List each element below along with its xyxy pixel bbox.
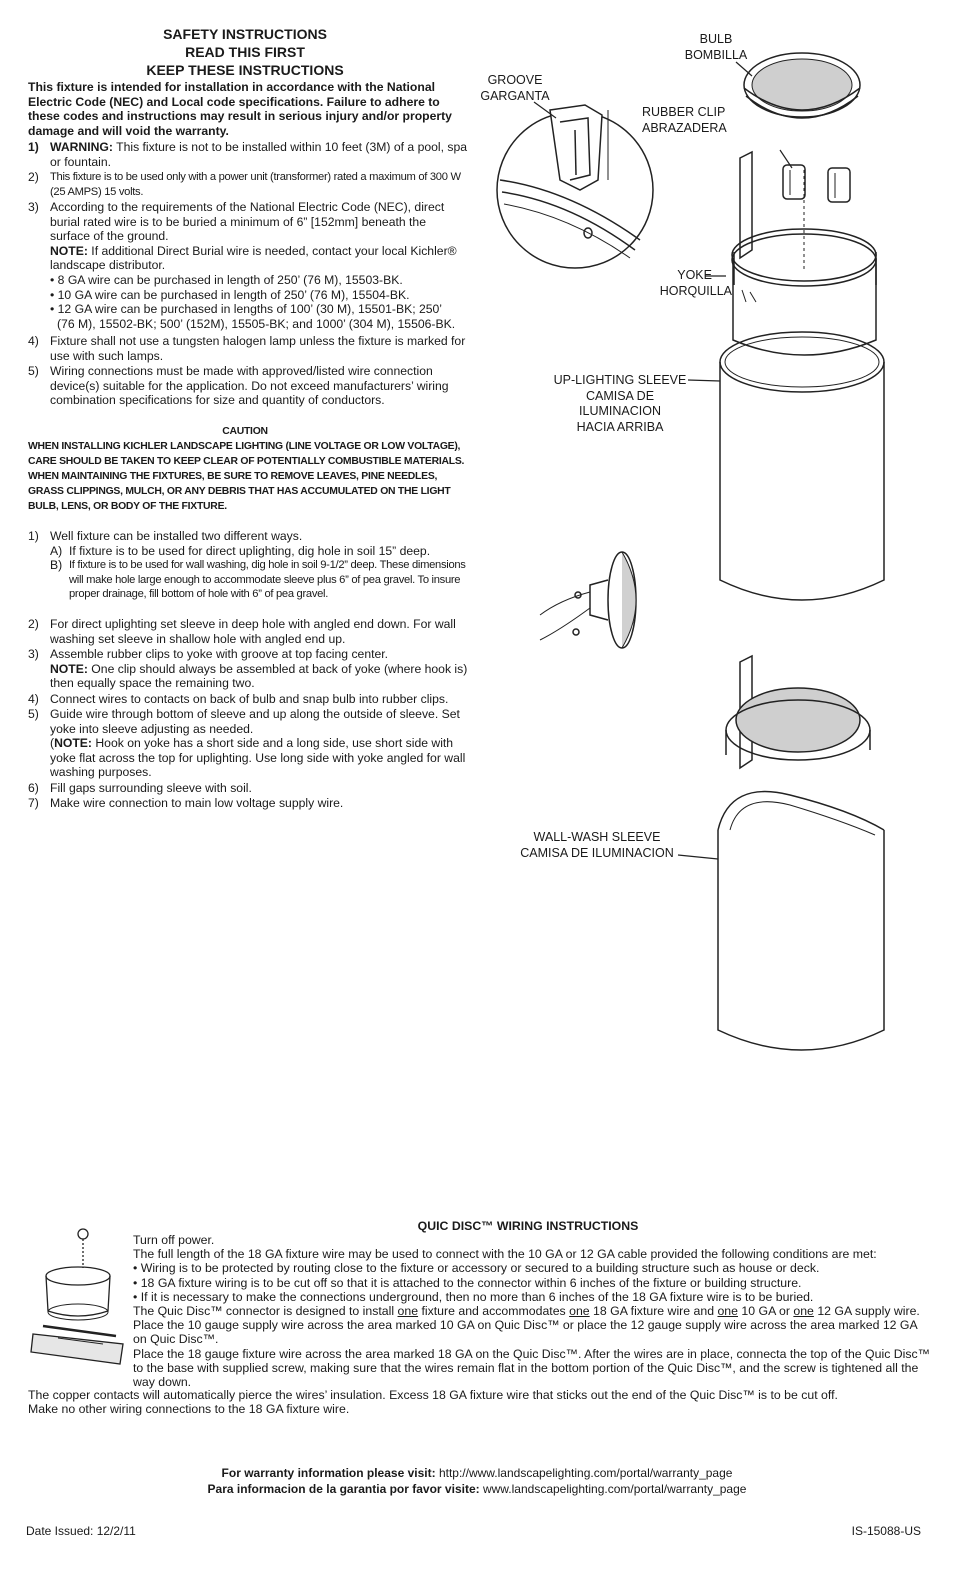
note-text: One clip should always be assembled at back of yoke (where hook is) then equally space the remaining two. — [50, 661, 468, 691]
label-uplight-3: ILUMINACION — [579, 404, 661, 418]
qd-p1-c: 18 GA fixture wire and — [589, 1304, 718, 1319]
qd-bullet-3: • If it is necessary to make the connections underground, then no more than 6 inches of the 18 GA fixture wire is to be buried. — [133, 1289, 814, 1304]
bullet-2: • 10 GA wire can be purchased in length of 250’ (76 M), 15504-BK. — [50, 287, 410, 302]
bullet-3-cont: (76 M), 15502-BK; 500’ (152M), 15505-BK; and 1000’ (304 M), 15506-BK. — [57, 316, 456, 331]
note-lead: NOTE: — [50, 661, 88, 676]
header-line-3: KEEP THESE INSTRUCTIONS — [146, 62, 344, 78]
qd-line-1: Turn off power. — [133, 1233, 215, 1247]
label-bulb — [670, 32, 762, 63]
garantia-link[interactable]: www.landscapelighting.com/portal/warranty_page — [482, 1482, 747, 1496]
install-item-5 — [28, 707, 468, 780]
item-number: 4) — [28, 692, 39, 706]
sub-number: A) — [50, 543, 63, 558]
bulb-side — [540, 552, 636, 648]
install-item-7 — [28, 796, 468, 811]
label-groove-es: GARGANTA — [480, 88, 550, 103]
qd-para-5: Make no other wiring connections to the 18 GA fixture wire. — [28, 1402, 350, 1417]
qd-p1-a: The Quic Disc™ connector is designed to install — [133, 1304, 398, 1319]
qd-p1-u3: one — [717, 1304, 738, 1319]
label-uplight-2: CAMISA DE — [585, 388, 655, 403]
label-clip-en: RUBBER CLIP — [642, 105, 726, 119]
header-line-2: READ THIS FIRST — [185, 44, 305, 60]
screw-head — [78, 1229, 88, 1239]
qd-p1-u2: one — [569, 1304, 590, 1319]
yoke-with-bulb — [726, 656, 870, 768]
install-item-4 — [28, 692, 468, 707]
label-bulb-es: BOMBILLA — [684, 47, 748, 62]
item-text: This fixture is not to be installed within 10 feet (3M) of a pool, spa or fountain. — [50, 140, 468, 169]
item-text: According to the requirements of the National Electric Code (NEC), direct burial rated wire is to be buried a minimum of 6” [152mm] beneath the surface of the ground. — [50, 200, 445, 244]
bullet-3: • 12 GA wire can be purchased in lengths of 100’ (30 M), 15501-BK; 250’ — [50, 302, 443, 317]
qd-para-3: Place the 18 gauge fixture wire across the area marked 18 GA on the Quic Disc™. After the wires are in place, connecta the top of the Quic Disc™ to the base with supplied screw, making sure that the wires remain flat in the bottom portion of the Quic Disc™, and the screw is tightened all the way down. — [133, 1346, 930, 1390]
qd-p1-d: 10 GA or — [738, 1304, 794, 1319]
item-text: Guide wire through bottom of sleeve and up along the outside of sleeve. Set yoke into sleeve adjusting as needed. — [50, 707, 460, 736]
wallwash-sleeve — [718, 792, 884, 1050]
intro-paragraph: This fixture is intended for installation in accordance with the National Electric Code (NEC) and Local code specifications. Failure to adhere to these codes and instructions may result in serious injury and/or property damage and will void the warranty. — [28, 80, 452, 138]
qd-para-1 — [133, 1304, 933, 1318]
quicdisc-title: QUIC DISC™ WIRING INSTRUCTIONS — [417, 1219, 639, 1233]
warranty-line — [0, 1466, 954, 1481]
fixture-exploded-diagram — [490, 40, 910, 1080]
garantia-line — [0, 1482, 954, 1497]
caution-title: CAUTION — [222, 426, 268, 437]
item-text: For direct uplighting set sleeve in deep hole with angled end down. For wall washing set sleeve in shallow hole with angled end up. — [50, 617, 456, 646]
label-wallwash-2: CAMISA DE ILUMINACION — [520, 845, 674, 860]
item-text: Well fixture can be installed two different ways. — [50, 529, 303, 543]
safety-item-3 — [28, 200, 468, 331]
warranty-label: For warranty information please visit: — [221, 1466, 436, 1480]
install-item-1 — [28, 529, 468, 602]
label-rubber-clip — [642, 105, 752, 136]
note-lead: NOTE: — [50, 243, 88, 258]
item-text: Make wire connection to main low voltage supply wire. — [50, 796, 344, 810]
safety-item-4 — [28, 334, 468, 363]
safety-item-2 — [28, 170, 468, 199]
garantia-label: Para informacion de la garantia por favor visite: — [207, 1482, 480, 1496]
safety-item-1 — [28, 140, 468, 169]
label-wallwash-1: WALL-WASH SLEEVE — [533, 830, 661, 844]
note-text: If additional Direct Burial wire is needed, contact your local Kichler® landscape distributor. — [50, 243, 457, 273]
sub-text: If fixture is to be used for direct uplighting, dig hole in soil 15” deep. — [69, 543, 431, 558]
label-groove — [470, 73, 560, 104]
item-number: 5) — [28, 364, 39, 378]
item-number: 6) — [28, 781, 39, 795]
label-groove-en: GROOVE — [487, 73, 543, 87]
warranty-link[interactable]: http://www.landscapelighting.com/portal/warranty_page — [438, 1466, 733, 1480]
disc-top — [46, 1267, 110, 1285]
qd-p1-e: 12 GA supply wire. — [813, 1304, 920, 1319]
install-item-6 — [28, 781, 468, 796]
qd-p1-u4: one — [793, 1304, 814, 1319]
label-yoke-en: YOKE — [677, 268, 712, 282]
bullet-1: • 8 GA wire can be purchased in length of 250’ (76 M), 15503-BK. — [50, 272, 403, 287]
quic-disc-diagram — [28, 1226, 128, 1371]
label-bulb-en: BULB — [699, 32, 733, 46]
item-number: 7) — [28, 796, 39, 810]
caution-text: WHEN INSTALLING KICHLER LANDSCAPE LIGHTING (LINE VOLTAGE OR LOW VOLTAGE), CARE SHOULD BE TAKEN TO KEEP CLEAR OF POTENTIALLY COMBUSTIBLE MATERIALS. WHEN MAINTAINING THE FIXTURES, BE SURE TO REMOVE LEAVES, PINE NEEDLES, GRASS CLIPPINGS, MULCH, OR ANY DEBRIS THAT HAS ACCUMULATED ON THE LIGHT BULB, LENS, OR BODY OF THE FIXTURE. — [28, 441, 465, 512]
qd-bullet-2: • 18 GA fixture wiring is to be cut off so that it is attached to the connector within 6 inches of the fixture or building structure. — [133, 1275, 802, 1290]
rubber-clips — [783, 165, 850, 202]
label-yoke — [646, 268, 732, 299]
warning-lead: WARNING: — [50, 140, 113, 154]
item-text: This fixture is to be used only with a power unit (transformer) rated a maximum of 300 W (25 AMPS) 15 volts. — [50, 171, 461, 198]
uplighting-sleeve — [720, 332, 884, 600]
sub-text: If fixture is to be used for wall washing, dig hole in soil 9-1/2” deep. These dimensions will make hole large enough to accommodate sleeve plus 6” of pea gravel. To insure proper drainage, fill bottom of hole with 6” of pea gravel. — [69, 559, 466, 601]
label-uplight-1: UP-LIGHTING SLEEVE — [553, 373, 687, 387]
date-issued: Date Issued: 12/2/11 — [26, 1524, 136, 1538]
qd-line-2: The full length of the 18 GA fixture wire may be used to connect with the 10 GA or 12 GA cable provided the following conditions are met: — [133, 1247, 877, 1262]
install-sub-b — [50, 558, 468, 602]
label-uplight-4: HACIA ARRIBA — [576, 419, 664, 434]
install-item-2 — [28, 617, 468, 646]
item-text: Fill gaps surrounding sleeve with soil. — [50, 781, 252, 795]
item-text: Connect wires to contacts on back of bulb and snap bulb into rubber clips. — [50, 692, 449, 706]
quicdisc-steps — [133, 1233, 933, 1389]
item-number: 1) — [28, 529, 39, 543]
item-number: 2) — [28, 617, 39, 631]
item-number: 3) — [28, 647, 39, 661]
qd-p1-u1: one — [397, 1304, 419, 1319]
document-code: IS-15088-US — [851, 1524, 921, 1538]
header-title-block — [28, 25, 462, 79]
label-uplighting-sleeve — [546, 373, 694, 435]
qd-para-2: Place the 10 gauge supply wire across the area marked 10 GA on Quic Disc™ or place the 12 gauge supply wire across the area marked 12 GA on Quic Disc™. — [133, 1318, 918, 1347]
item-number: 5) — [28, 707, 39, 721]
qd-p1-b: fixture and accommodates — [418, 1304, 570, 1319]
groove-detail-circle — [497, 105, 653, 268]
sub-number: B) — [50, 558, 63, 573]
header-line-1: SAFETY INSTRUCTIONS — [163, 26, 327, 42]
qd-bullet-1: • Wiring is to be protected by routing close to the fixture or accessory or secured to a building structure such as house or deck. — [133, 1261, 820, 1276]
item-number: 3) — [28, 200, 39, 214]
note-text: Hook on yoke has a short side and a long side, use short side with yoke flat across the top for uplighting. Use long side with yoke angled for wall washing purposes. — [50, 736, 466, 780]
item-text: Assemble rubber clips to yoke with groove at top facing center. — [50, 647, 389, 661]
item-number: 2) — [28, 170, 39, 184]
item-number: 4) — [28, 334, 39, 348]
qd-para-4: The copper contacts will automatically pierce the wires’ insulation. Excess 18 GA fixture wire that sticks out the end of the Quic Disc™ is to be cut off. — [28, 1388, 838, 1402]
item-number: 1) — [28, 140, 39, 154]
install-sub-a — [50, 544, 468, 559]
install-item-3 — [28, 647, 468, 691]
label-yoke-es: HORQUILLA — [659, 283, 732, 298]
label-wallwash-sleeve — [512, 830, 682, 861]
quicdisc-closing — [28, 1388, 928, 1416]
item-text: Fixture shall not use a tungsten halogen lamp unless the fixture is marked for use with such lamps. — [50, 334, 466, 363]
note-paren: ( — [50, 736, 55, 751]
label-clip-es: ABRAZADERA — [642, 120, 727, 135]
item-text: Wiring connections must be made with approved/listed wire connection device(s) suitable for the application. Do not exceed manufacturers’ wiring combination specifications for size and quantity of conductors. — [50, 364, 449, 408]
note-lead: NOTE: — [54, 736, 92, 751]
safety-item-5 — [28, 364, 468, 408]
